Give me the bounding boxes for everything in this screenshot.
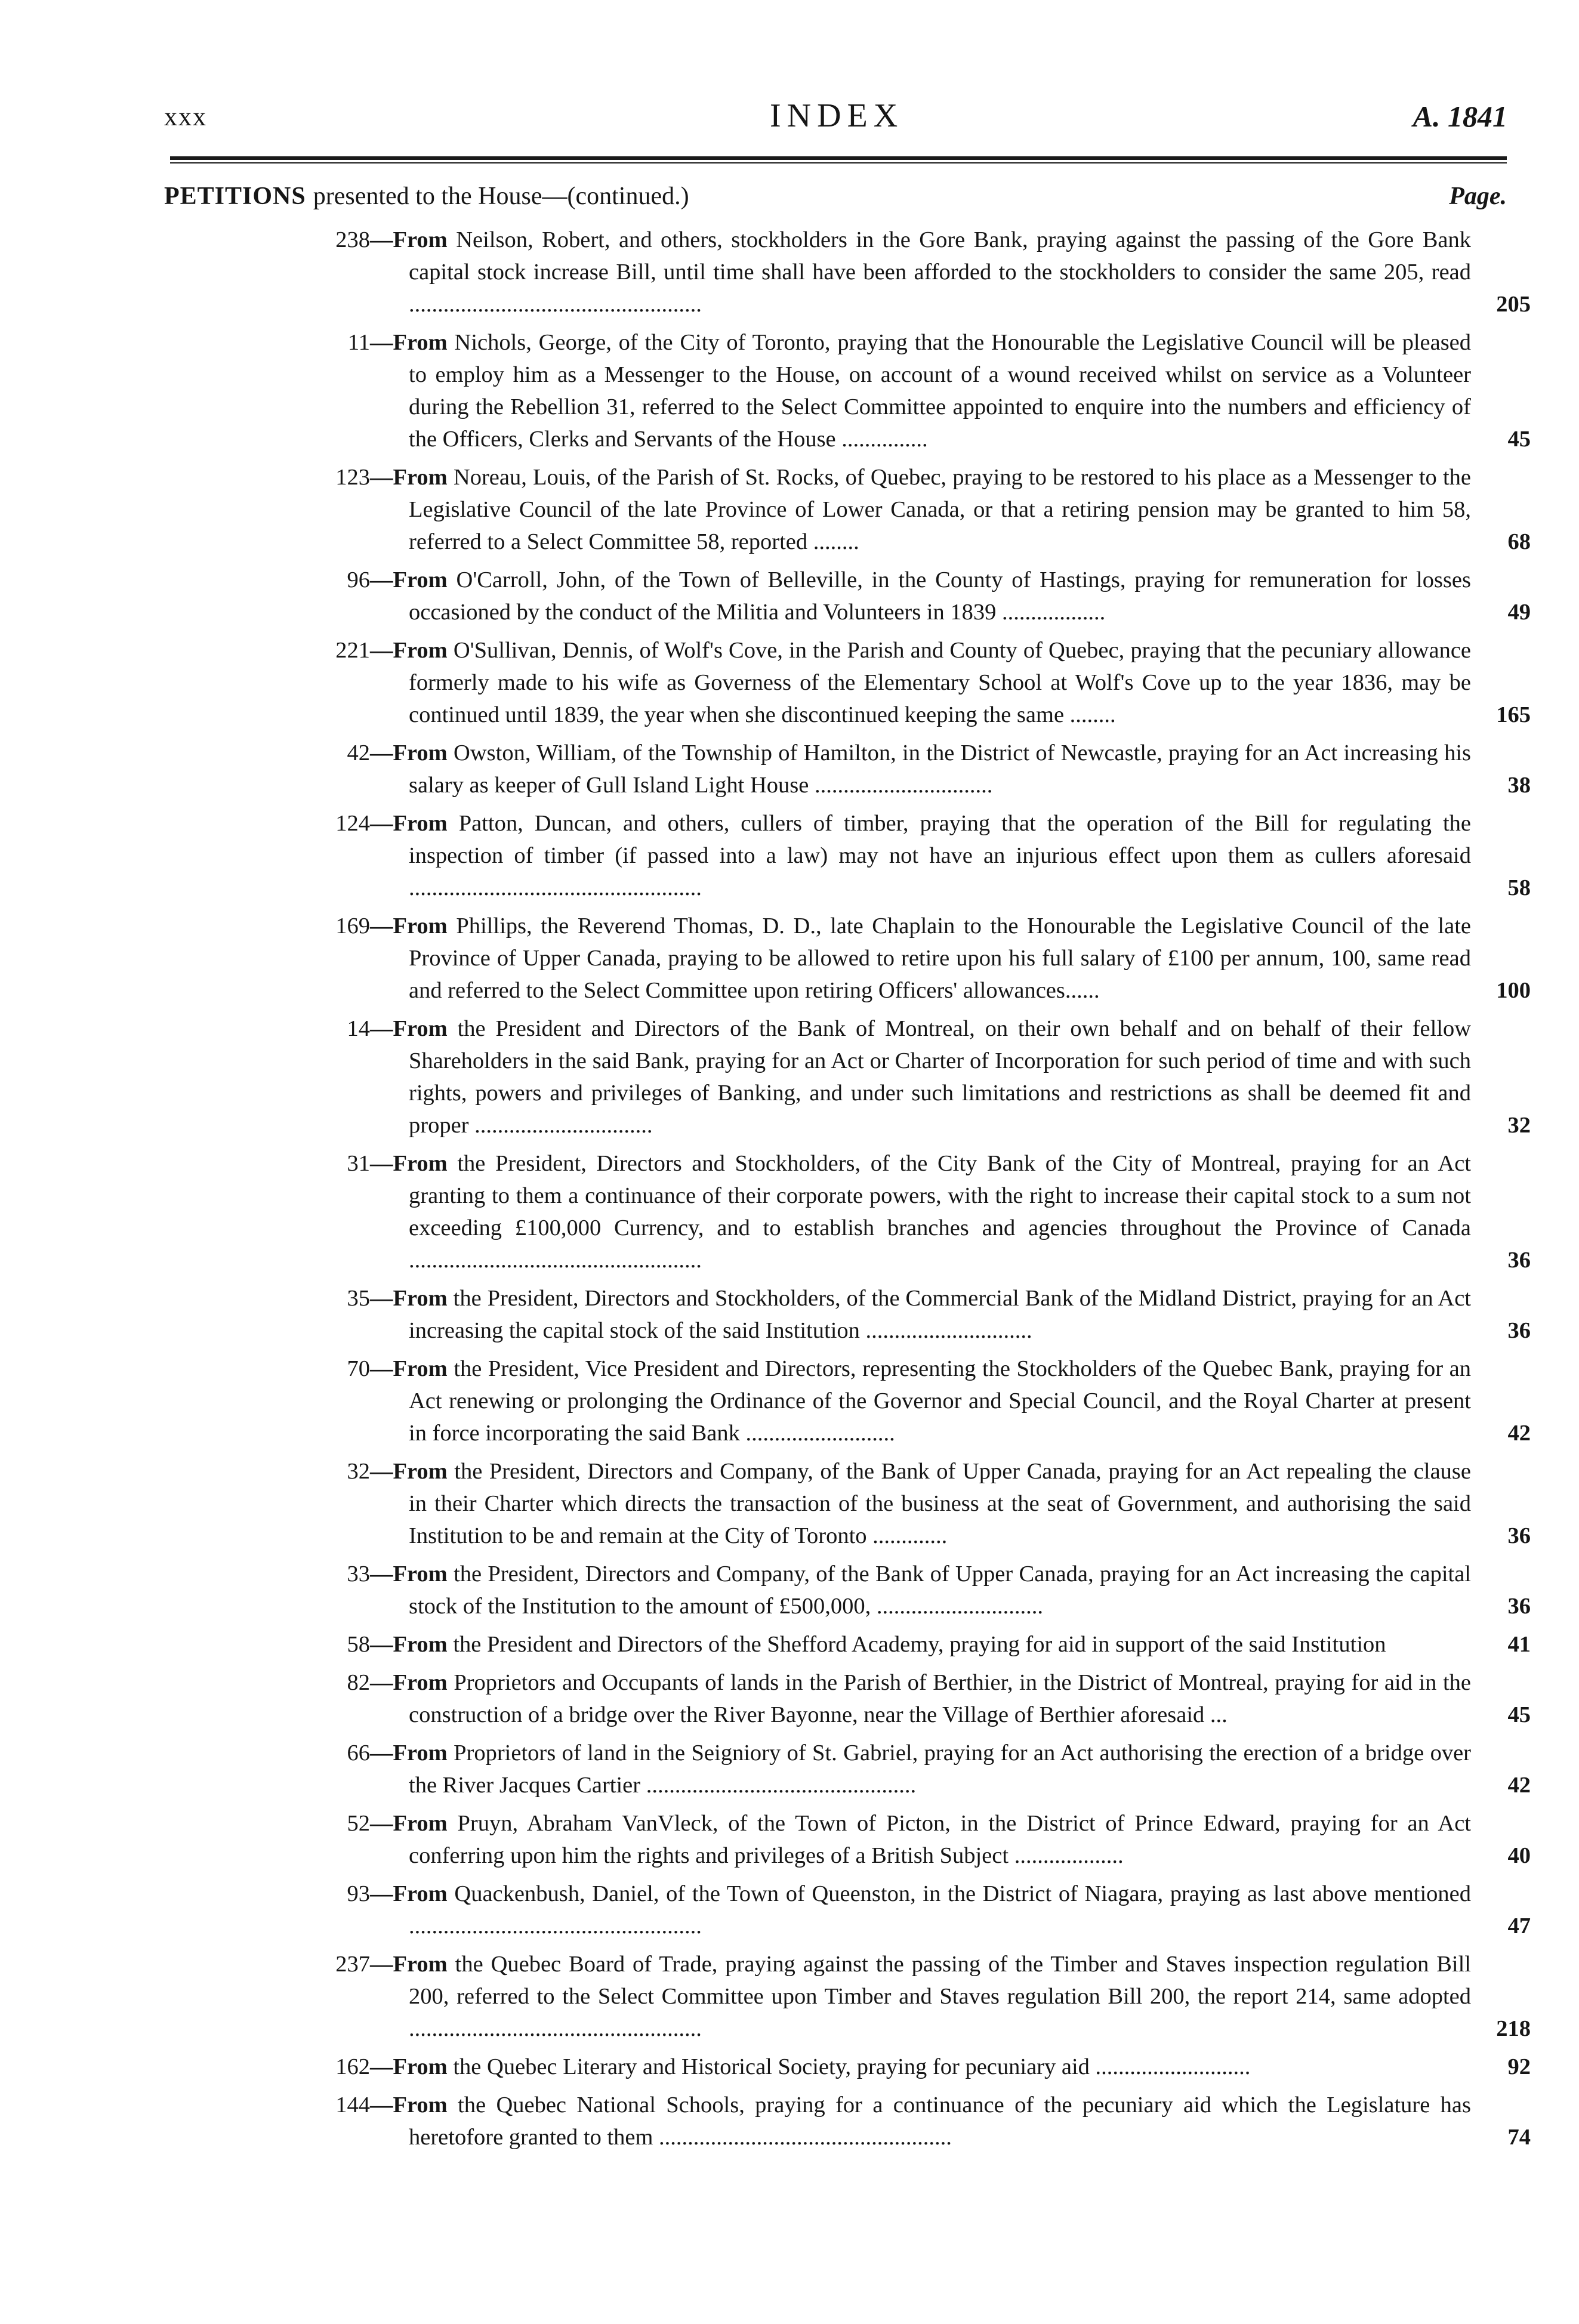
page-ref: 36 [1483, 1520, 1531, 1552]
petition-text: the President, Directors and Stockholders, of the City Bank of the City of Montreal, praying for an Act granting to them a continuance of their corporate powers, with the right to increase their capital stock to a sum not exceeding £100,000 Currency, and to establish branches and agencies throughout the Province of Canada ................................................... [409, 1151, 1471, 1273]
page-ref: 38 [1483, 769, 1531, 801]
petition-from: —From [370, 227, 448, 252]
petition-list [0, 224, 1579, 2159]
petition-text: the President, Directors and Stockholders, of the Commercial Bank of the Midland District, praying for an Act increasing the capital stock of the said Institution ............................. [409, 1286, 1472, 1343]
page-ref: 36 [1483, 1590, 1531, 1622]
page-ref: 165 [1483, 699, 1531, 731]
petition-from: —From [370, 1016, 448, 1041]
petition-entry [298, 224, 1531, 320]
section-heading [164, 182, 1507, 218]
petition-text: the Quebec Board of Trade, praying against the passing of the Timber and Staves inspection regulation Bill 200, referred to the Select Committee upon Timber and Staves regulation Bill 200, the report 214, same adopted ................................................... [409, 1952, 1471, 2041]
petition-from: —From [370, 1670, 448, 1695]
petition-text: Patton, Duncan, and others, cullers of timber, praying that the operation of the Bill for regulating the inspection of timber (if passed into a law) may not have an injurious effect upon them as cullers aforesaid ................................................... [409, 811, 1471, 900]
petition-entry [298, 1353, 1531, 1449]
page-column-label: Page. [1449, 183, 1507, 210]
page-ref: 47 [1483, 1910, 1531, 1942]
petition-entry [298, 737, 1531, 801]
petition-text: the Quebec Literary and Historical Society, praying for pecuniary aid ........................... [453, 2054, 1251, 2079]
petition-from: —From [370, 1459, 448, 1484]
page-ref: 45 [1483, 423, 1531, 455]
petition-from: —From [370, 1811, 448, 1836]
petition-from: —From [370, 2092, 448, 2118]
page-ref: 42 [1483, 1417, 1531, 1449]
petition-text: Neilson, Robert, and others, stockholders in the Gore Bank, praying against the passing of the Gore Bank capital stock increase Bill, until time shall have been afforded to the stockholders to consider the same 205, read ................................................... [409, 227, 1471, 317]
petition-text: the President, Vice President and Directors, representing the Stockholders of the Quebec Bank, praying for an Act renewing or prolonging the Ordinance of the Governor and Special Council, and the Royal Charter at present in force incorporating the said Bank .......................... [409, 1356, 1471, 1446]
header-rule-thick [170, 156, 1507, 160]
petition-number: 93 [347, 1881, 370, 1906]
petition-number: 238 [335, 227, 370, 252]
petition-entry [298, 1807, 1531, 1872]
petition-entry [298, 807, 1531, 904]
petition-from: —From [370, 913, 448, 939]
section-title: PETITIONS [164, 183, 306, 210]
petition-from: —From [370, 1151, 448, 1176]
petition-text: Nichols, George, of the City of Toronto, praying that the Honourable the Legislative Council will be pleased to employ him as a Messenger to the House, on account of a wound received whilst on service as a Volunteer during the Rebellion 31, referred to the Select Committee appointed to enquire into the numbers and efficiency of the Officers, Clerks and Servants of the House ............... [409, 330, 1472, 452]
page-ref: 92 [1483, 2051, 1531, 2083]
petition-entry [298, 2051, 1531, 2083]
petition-text: Pruyn, Abraham VanVleck, of the Town of Picton, in the District of Prince Edward, praying for an Act conferring upon him the rights and privileges of a British Subject ................... [409, 1811, 1472, 1868]
petition-entry [298, 1455, 1531, 1552]
petition-text: the President, Directors and Company, of the Bank of Upper Canada, praying for an Act repealing the clause in their Charter which directs the transaction of the business at the seat of Government, and authorising the said Institution to be and remain at the City of Toronto ............. [409, 1459, 1471, 1548]
petition-number: 42 [347, 740, 370, 766]
petition-text: Proprietors of land in the Seigniory of St. Gabriel, praying for an Act authorising the erection of a bridge over the River Jacques Cartier ............................................... [409, 1740, 1471, 1798]
petition-entry [298, 1737, 1531, 1801]
petition-entry [298, 1558, 1531, 1622]
petition-from: —From [370, 1952, 448, 1977]
petition-entry [298, 910, 1531, 1007]
folio: xxx [164, 102, 207, 131]
section-subtitle: presented to the House—(continued.) [313, 183, 689, 210]
petition-from: —From [370, 740, 448, 766]
petition-entry [298, 2089, 1531, 2153]
petition-entry [298, 461, 1531, 558]
petition-text: O'Sullivan, Dennis, of Wolf's Cove, in the Parish and County of Quebec, praying that the pecuniary allowance formerly made to his wife as Governess of the Elementary School at Wolf's Cove up to the year 1836, may be continued until 1839, the year when she discontinued keeping the same ........ [409, 638, 1471, 727]
page-ref: 218 [1483, 2013, 1531, 2045]
petition-from: —From [370, 1740, 448, 1766]
petition-entry [298, 564, 1531, 628]
page-ref: 42 [1483, 1769, 1531, 1801]
header-rule-thin [170, 162, 1507, 163]
petition-from: —From [370, 2054, 448, 2079]
petition-entry [298, 1948, 1531, 2045]
petition-text: Proprietors and Occupants of lands in the Parish of Berthier, in the District of Montreal, praying for aid in the construction of a bridge over the River Bayonne, near the Village of Berthier aforesaid ... [409, 1670, 1471, 1727]
page-ref: 32 [1483, 1109, 1531, 1141]
page-ref: 41 [1483, 1628, 1531, 1661]
petition-number: 66 [347, 1740, 370, 1766]
page-ref: 49 [1483, 596, 1531, 628]
petition-number: 237 [335, 1952, 370, 1977]
petition-number: 52 [347, 1811, 370, 1836]
petition-text: Owston, William, of the Township of Hamilton, in the District of Newcastle, praying for an Act increasing his salary as keeper of Gull Island Light House ............................... [409, 740, 1471, 798]
petition-text: Phillips, the Reverend Thomas, D. D., late Chaplain to the Honourable the Legislative Council of the late Province of Upper Canada, praying to be allowed to retire upon his full salary of £100 per annum, 100, same read and referred to the Select Committee upon retiring Officers' allowances...... [409, 913, 1471, 1003]
page-ref: 58 [1483, 872, 1531, 904]
petition-number: 35 [347, 1286, 370, 1311]
petition-number: 162 [335, 2054, 370, 2079]
petition-text: Quackenbush, Daniel, of the Town of Queenston, in the District of Niagara, praying as last above mentioned ................................................... [409, 1881, 1471, 1939]
petition-number: 31 [347, 1151, 370, 1176]
petition-from: —From [370, 1632, 448, 1657]
petition-from: —From [370, 1881, 448, 1906]
petition-number: 169 [335, 913, 370, 939]
petition-entry [298, 1878, 1531, 1942]
petition-entry [298, 1666, 1531, 1731]
petition-number: 144 [335, 2092, 370, 2118]
petition-number: 70 [347, 1356, 370, 1381]
petition-entry [298, 1013, 1531, 1141]
petition-entry [298, 1282, 1531, 1347]
page-ref: 36 [1483, 1314, 1531, 1347]
petition-text: the President and Directors of the Bank of Montreal, on their own behalf and on behalf of their fellow Shareholders in the said Bank, praying for an Act or Charter of Incorporation for such period of time and with such rights, powers and privileges of Banking, and under such limitations and restrictions as shall be deemed fit and proper ............................... [409, 1016, 1472, 1138]
running-head [0, 97, 1579, 137]
petition-entry [298, 1147, 1531, 1276]
petition-entry [298, 326, 1531, 455]
petition-number: 96 [347, 567, 370, 592]
petition-number: 221 [335, 638, 370, 663]
page-ref: 36 [1483, 1244, 1531, 1276]
page-ref: 74 [1483, 2121, 1531, 2153]
page-ref: 68 [1483, 526, 1531, 558]
petition-number: 11 [347, 330, 370, 355]
petition-number: 82 [347, 1670, 370, 1695]
petition-text: the Quebec National Schools, praying for a continuance of the pecuniary aid which the Legislature has heretofore granted to them ................................................... [409, 2092, 1471, 2150]
page-title: INDEX [770, 97, 904, 134]
petition-number: 32 [347, 1459, 370, 1484]
petition-number: 123 [335, 465, 370, 490]
petition-from: —From [370, 330, 448, 355]
petition-number: 58 [347, 1632, 370, 1657]
petition-number: 124 [335, 811, 370, 836]
page-ref: 45 [1483, 1699, 1531, 1731]
petition-number: 33 [347, 1561, 370, 1587]
petition-text: O'Carroll, John, of the Town of Belleville, in the County of Hastings, praying for remuneration for losses occasioned by the conduct of the Militia and Volunteers in 1839 .................. [409, 567, 1472, 625]
petition-entry [298, 1628, 1531, 1661]
petition-from: —From [370, 567, 448, 592]
petition-text: the President, Directors and Company, of the Bank of Upper Canada, praying for an Act increasing the capital stock of the Institution to the amount of £500,000, ............................. [409, 1561, 1471, 1619]
petition-from: —From [370, 638, 448, 663]
petition-from: —From [370, 1561, 448, 1587]
petition-number: 14 [347, 1016, 370, 1041]
page-ref: 205 [1483, 288, 1531, 320]
page-ref: 40 [1483, 1840, 1531, 1872]
petition-from: —From [370, 811, 448, 836]
page-ref: 100 [1483, 974, 1531, 1007]
petition-from: —From [370, 1286, 448, 1311]
petition-from: —From [370, 465, 448, 490]
petition-text: the President and Directors of the Shefford Academy, praying for aid in support of the said Institution [453, 1632, 1386, 1657]
petition-entry [298, 634, 1531, 731]
year-mark: A. 1841 [1413, 100, 1507, 133]
petition-text: Noreau, Louis, of the Parish of St. Rocks, of Quebec, praying to be restored to his place as a Messenger to the Legislative Council of the late Province of Lower Canada, or that a retiring pension may be granted to him 58, referred to a Select Committee 58, reported ........ [409, 465, 1472, 554]
petition-from: —From [370, 1356, 448, 1381]
